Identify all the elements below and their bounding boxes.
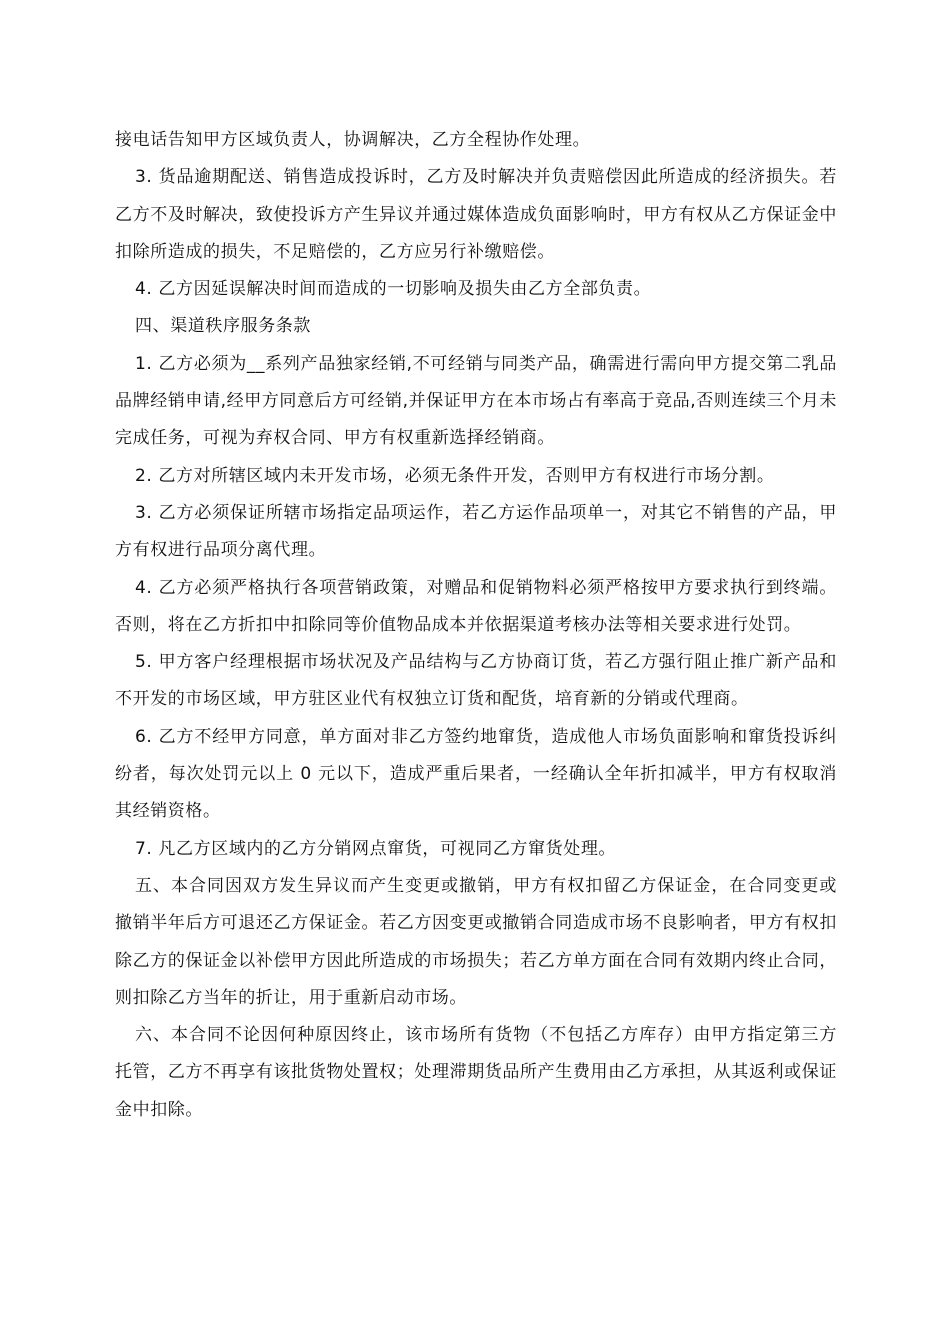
channel-clause-7: 7. 凡乙方区域内的乙方分销网点窜货，可视同乙方窜货处理。 [135, 838, 617, 859]
section-6-contract-termination: 六、本合同不论因何种原因终止，该市场所有货物（不包括乙方库存）由甲方指定第三方托管，乙方不再享有该批货物处置权；处理滞期货品所产生费用由乙方承担，从其返利或保证金中扣除。 [115, 1025, 837, 1120]
clause-4-delay-liability: 4. 乙方因延误解决时间而造成的一切影响及损失由乙方全部负责。 [135, 279, 652, 300]
channel-clause-4: 4. 乙方必须严格执行各项营销政策，对赠品和促销物料必须严格按甲方要求执行到终端。否则，将在乙方折扣中扣除同等价值物品成本并依据渠道考核办法等相关要求进行处罚。 [115, 577, 837, 635]
channel-clause-3: 3. 乙方必须保证所辖市场指定品项运作，若乙方运作品项单一，对其它不销售的产品，甲方有权进行品项分离代理。 [115, 502, 837, 561]
section-5-contract-change: 五、本合同因双方发生异议而产生变更或撤销，甲方有权扣留乙方保证金，在合同变更或撤销半年后方可退还乙方保证金。若乙方因变更或撤销合同造成市场不良影响者，甲方有权扣除乙方的保证金以补偿甲方因此所造成的市场损失；若乙方单方面在合同有效期内终止合同，则扣除乙方当年的折让，用于重新启动市场。 [115, 875, 837, 1008]
channel-clause-6: 6. 乙方不经甲方同意，单方面对非乙方签约地窜货，造成他人市场负面影响和窜货投诉纠纷者，每次处罚元以上 0 元以下，造成严重后果者，一经确认全年折扣减半，甲方有权取消其经销资格。 [115, 726, 837, 822]
clause-3-delivery-complaints: 3. 货品逾期配送、销售造成投诉时，乙方及时解决并负责赔偿因此所造成的经济损失。若乙方不及时解决，致使投诉方产生异议并通过媒体造成负面影响时，甲方有权从乙方保证金中扣除所造成的损失，不足赔偿的，乙方应另行补缴赔偿。 [115, 167, 837, 262]
paragraph-continuation: 接电话告知甲方区域负责人，协调解决，乙方全程协作处理。 [115, 130, 591, 150]
channel-clause-1: 1. 乙方必须为__系列产品独家经销,不可经销与同类产品，确需进行需向甲方提交第二乳品品牌经销申请,经甲方同意后方可经销,并保证甲方在本市场占有率高于竞品,否则连续三个月未完成任务，可视为弃权合同、甲方有权重新选择经销商。 [115, 353, 838, 449]
channel-clause-2: 2. 乙方对所辖区域内未开发市场，必须无条件开发，否则甲方有权进行市场分割。 [135, 465, 775, 486]
channel-clause-5: 5. 甲方客户经理根据市场状况及产品结构与乙方协商订货，若乙方强行阻止推广新产品和不开发的市场区域，甲方驻区业代有权独立订货和配货，培育新的分销或代理商。 [115, 652, 837, 710]
document-body [115, 122, 837, 1129]
section-heading-channel-order: 四、渠道秩序服务条款 [135, 316, 311, 337]
